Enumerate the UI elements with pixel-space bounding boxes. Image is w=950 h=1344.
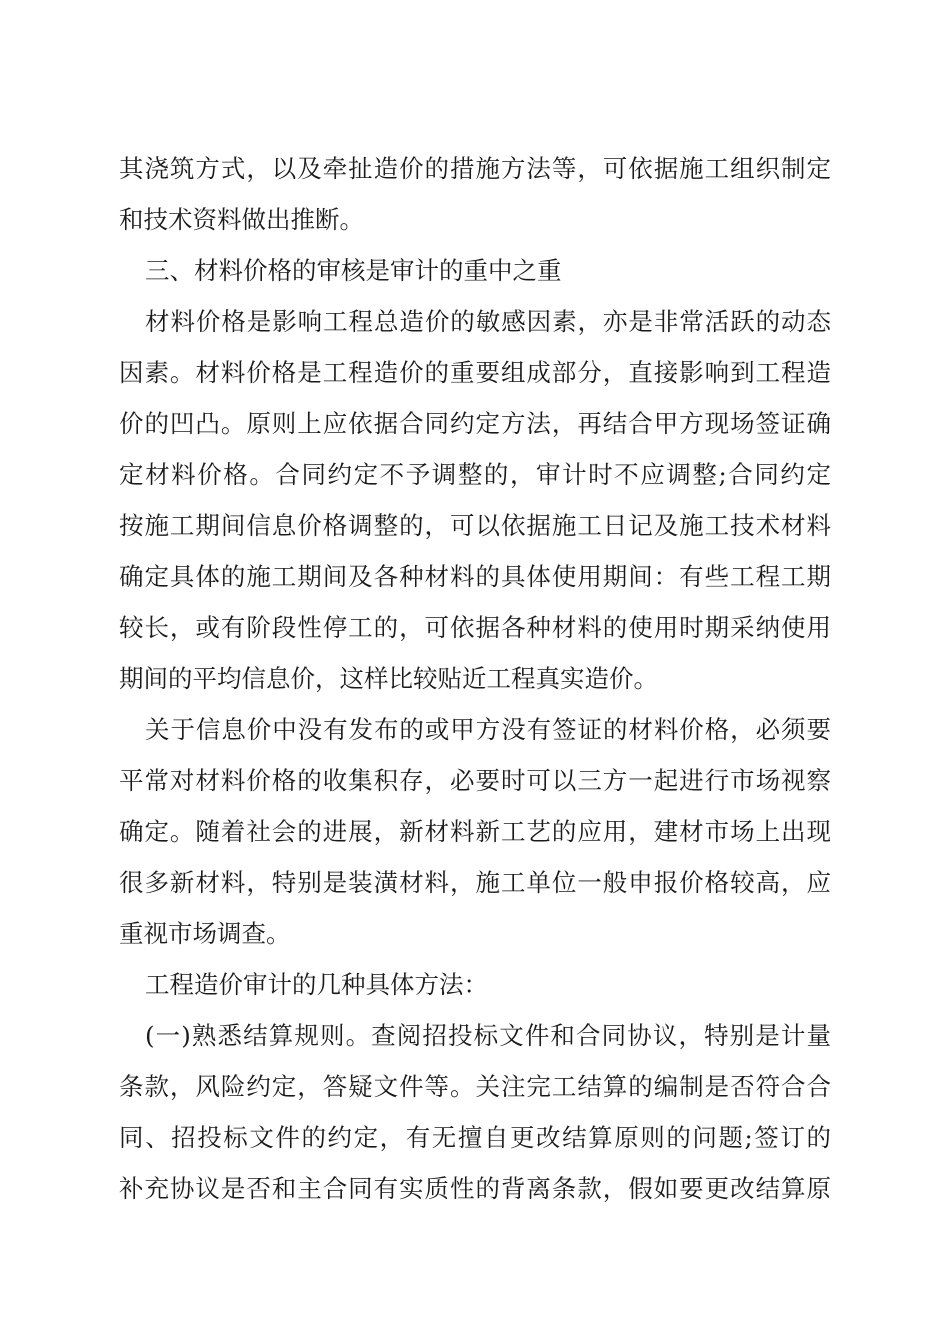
text-line: 平常对材料价格的收集积存，必要时可以三方一起进行市场视察 bbox=[119, 766, 831, 795]
text-line: 和技术资料做出推断。 bbox=[119, 205, 364, 234]
text-line: 价的凹凸。原则上应依据合同约定方法，再结合甲方现场签证确 bbox=[119, 409, 831, 438]
section-heading: 工程造价审计的几种具体方法： bbox=[145, 970, 488, 999]
text-line: 定材料价格。合同约定不予调整的，审计时不应调整;合同约定 bbox=[119, 460, 831, 489]
text-line: 补充协议是否和主合同有实质性的背离条款，假如要更改结算原 bbox=[119, 1174, 831, 1203]
text-line: 关于信息价中没有发布的或甲方没有签证的材料价格，必须要 bbox=[145, 715, 831, 744]
text-line: 材料价格是影响工程总造价的敏感因素，亦是非常活跃的动态 bbox=[145, 307, 831, 336]
text-line: 同、招投标文件的约定，有无擅自更改结算原则的问题;签订的 bbox=[119, 1123, 831, 1152]
text-line: 其浇筑方式，以及牵扯造价的措施方法等，可依据施工组织制定 bbox=[119, 154, 831, 183]
text-line: 期间的平均信息价，这样比较贴近工程真实造价。 bbox=[119, 664, 658, 693]
text-line: 按施工期间信息价格调整的，可以依据施工日记及施工技术材料 bbox=[119, 511, 831, 540]
text-line: 条款，风险约定，答疑文件等。关注完工结算的编制是否符合合 bbox=[119, 1072, 831, 1101]
text-line: 很多新材料，特别是装潢材料，施工单位一般申报价格较高，应 bbox=[119, 868, 831, 897]
document-body bbox=[119, 143, 831, 1214]
text-line: (一)熟悉结算规则。查阅招投标文件和合同协议，特别是计量 bbox=[145, 1021, 831, 1050]
text-line: 因素。材料价格是工程造价的重要组成部分，直接影响到工程造 bbox=[119, 358, 831, 387]
section-heading: 三、材料价格的审核是审计的重中之重 bbox=[145, 256, 562, 285]
text-line: 确定具体的施工期间及各种材料的具体使用期间：有些工程工期 bbox=[119, 562, 831, 591]
text-line: 重视市场调查。 bbox=[119, 919, 291, 948]
text-line: 较长，或有阶段性停工的，可依据各种材料的使用时期采纳使用 bbox=[119, 613, 831, 642]
text-line: 确定。随着社会的进展，新材料新工艺的应用，建材市场上出现 bbox=[119, 817, 831, 846]
